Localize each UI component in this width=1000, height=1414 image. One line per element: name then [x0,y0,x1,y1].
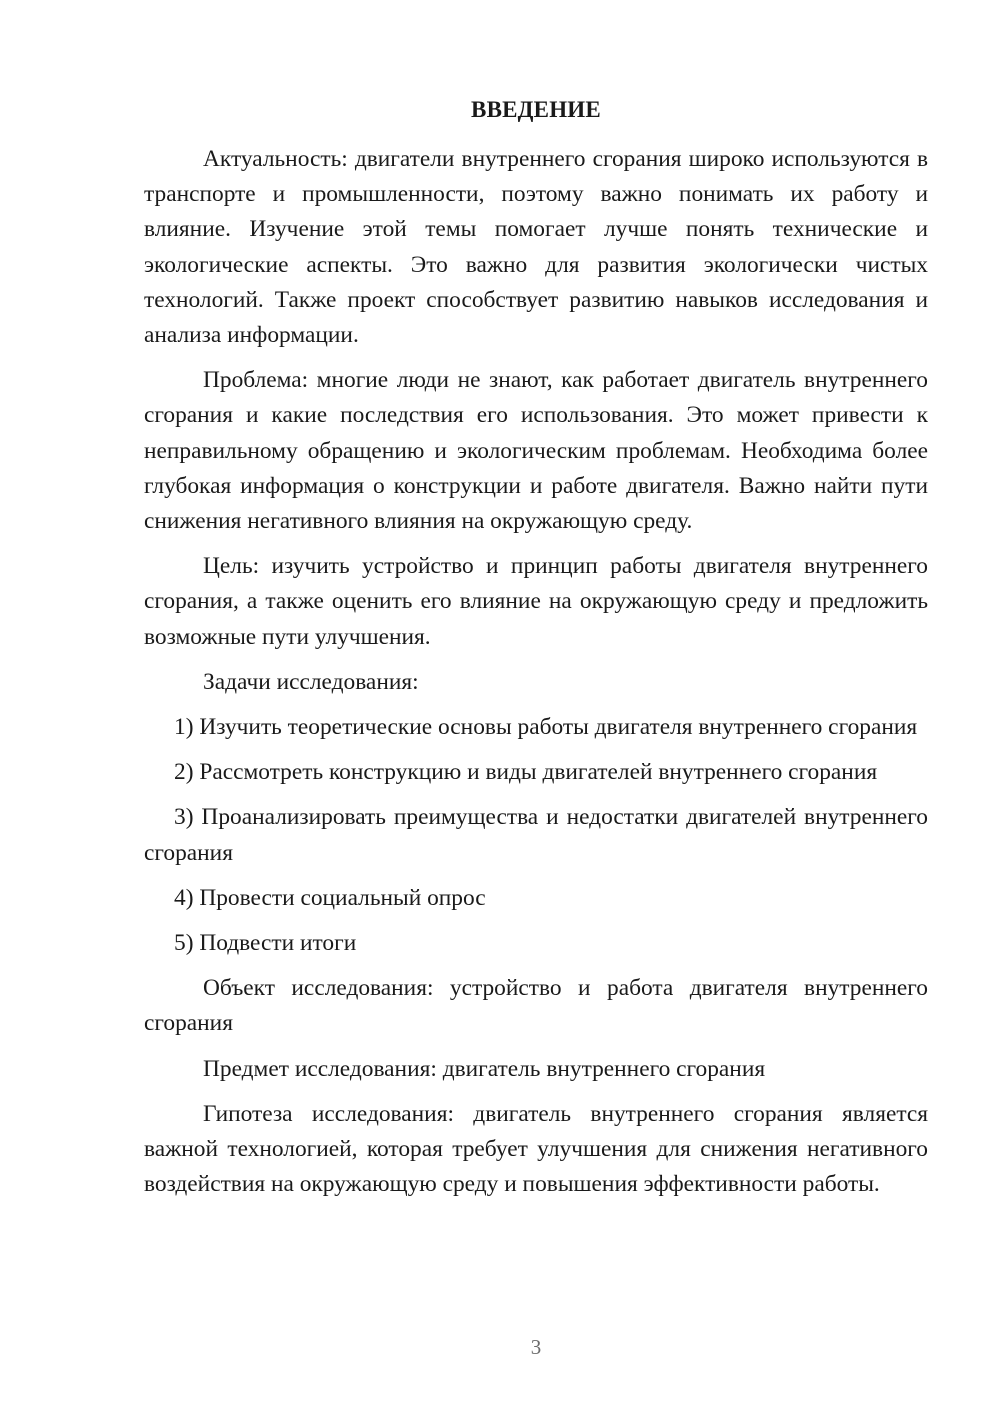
page-number: 3 [530,1335,542,1359]
tasks-title: Задачи исследования: [203,668,419,695]
paragraph-goal: Цель: изучить устройство и принцип работы двигателя внутреннего сгорания, а также оценить его влияние на окружающую среду и предложить возможные пути улучшения. [144,553,928,650]
task-item-2: 2) Рассмотреть конструкцию и виды двигателей внутреннего сгорания [174,759,878,786]
document-body [144,142,928,1202]
paragraph-problem: Проблема: многие люди не знают, как работает двигатель внутреннего сгорания и какие последствия его использования. Это может привести к неправильному обращению и экологическим проблемам. Необходима более глубокая информация о конструкции и работе двигателя. Важно найти пути снижения негативного влияния на окружающую среду. [144,367,928,535]
paragraph-subject: Предмет исследования: двигатель внутреннего сгорания [203,1055,766,1082]
task-item-3: 3) Проанализировать преимущества и недостатки двигателей внутреннего сгорания [144,804,928,866]
paragraph-relevance: Актуальность: двигатели внутреннего сгорания широко используются в транспорте и промышленности, поэтому важно понимать их работу и влияние. Изучение этой темы помогает лучше понять технические и экологические аспекты. Это важно для развития экологически чистых технологий. Также проект способствует развитию навыков исследования и анализа информации. [144,146,928,349]
paragraph-object: Объект исследования: устройство и работа двигателя внутреннего сгорания [144,975,928,1037]
task-item-1: 1) Изучить теоретические основы работы двигателя внутреннего сгорания [174,714,918,741]
task-item-4: 4) Провести социальный опрос [174,884,486,911]
page-title: ВВЕДЕНИЕ [471,97,601,122]
paragraph-hypothesis: Гипотеза исследования: двигатель внутреннего сгорания является важной технологией, которая требует улучшения для снижения негативного воздействия на окружающую среду и повышения эффективности работы. [144,1100,928,1198]
task-item-5: 5) Подвести итоги [174,930,357,957]
